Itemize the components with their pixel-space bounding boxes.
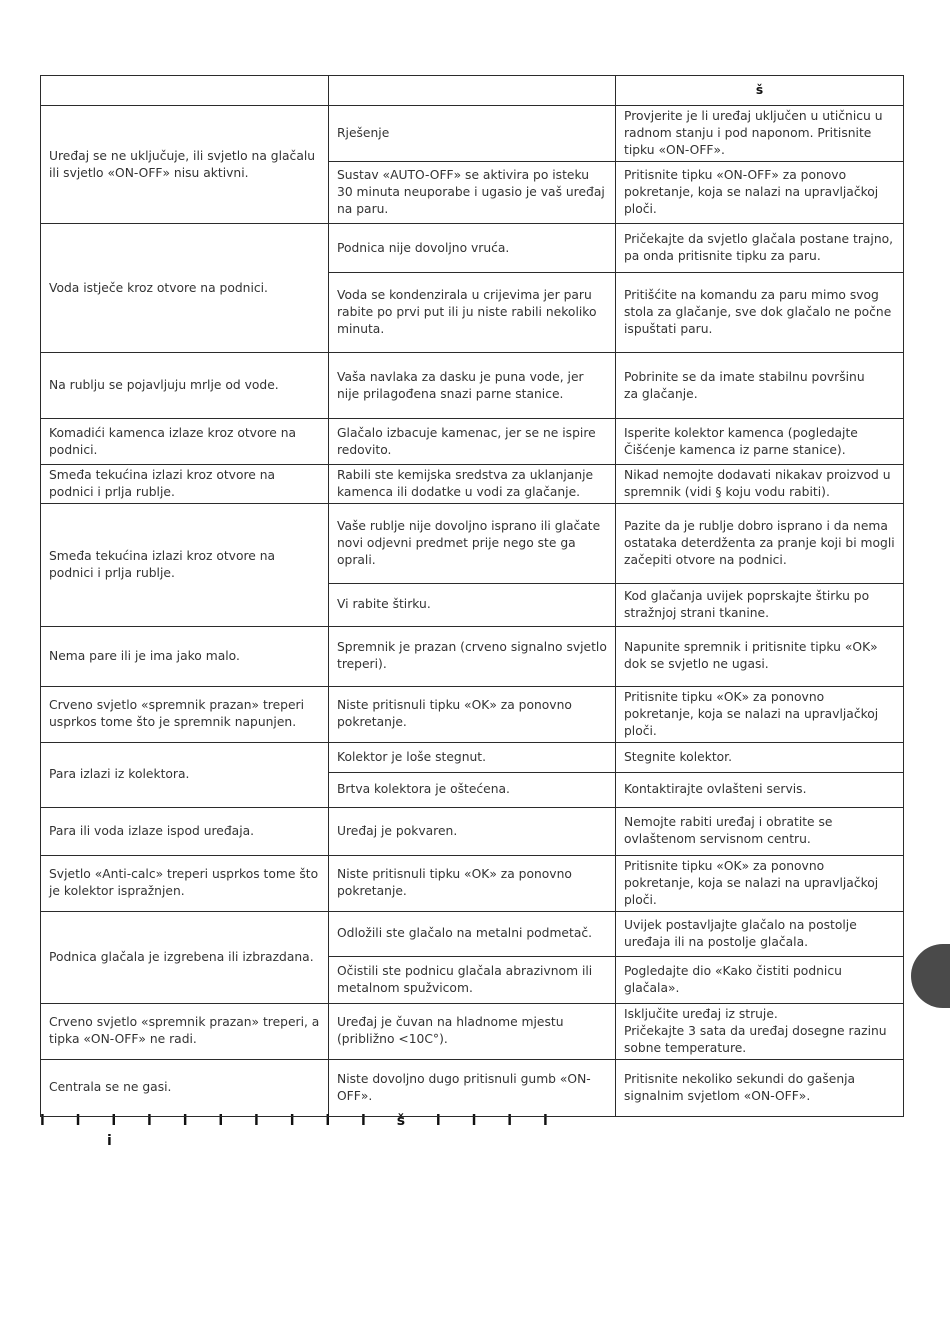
problem-cell: Smeđa tekućina izlazi kroz otvore na podnici i prlja rublje. bbox=[41, 465, 329, 504]
header-solution: š bbox=[616, 76, 904, 106]
header-problem bbox=[41, 76, 329, 106]
cause-cell: Odložili ste glačalo na metalni podmetač. bbox=[329, 911, 616, 956]
problem-cell: Para izlazi iz kolektora. bbox=[41, 742, 329, 807]
problem-cell: Uređaj se ne uključuje, ili svjetlo na glačalu ili svjetlo «ON-OFF» nisu aktivni. bbox=[41, 106, 329, 224]
cause-cell: Očistili ste podnicu glačala abrazivnom ili metalnom spužvicom. bbox=[329, 956, 616, 1003]
solution-cell: Isperite kolektor kamenca (pogledajte Čišćenje kamenca iz parne stanice). bbox=[616, 419, 904, 465]
solution-cell: Pobrinite se da imate stabilnu površinu za glačanje. bbox=[616, 353, 904, 419]
problem-cell: Nema pare ili je ima jako malo. bbox=[41, 626, 329, 686]
problem-cell: Voda istječe kroz otvore na podnici. bbox=[41, 224, 329, 353]
solution-cell: Nemojte rabiti uređaj i obratite se ovlaštenom servisnom centru. bbox=[616, 807, 904, 855]
problem-cell: Podnica glačala je izgrebena ili izbrazdana. bbox=[41, 911, 329, 1003]
solution-cell: Kod glačanja uvijek poprskajte štirku po stražnjoj strani tkanine. bbox=[616, 583, 904, 626]
table-row bbox=[41, 626, 904, 686]
solution-cell: Pritisnite tipku «OK» za ponovno pokretanje, koja se nalazi na upravljačkoj ploči. bbox=[616, 855, 904, 911]
cause-cell: Vi rabite štirku. bbox=[329, 583, 616, 626]
table-row bbox=[41, 224, 904, 273]
table-row bbox=[41, 465, 904, 504]
cause-cell: Voda se kondenzirala u crijevima jer paru rabite po prvi put ili ju niste rabili nekoliko minuta. bbox=[329, 273, 616, 353]
solution-cell: Pritisnite tipku «ON-OFF» za ponovo pokretanje, koja se nalazi na upravljačkoj ploči. bbox=[616, 162, 904, 224]
solution-cell: Pritišćite na komandu za paru mimo svog stola za glačanje, sve dok glačalo ne počne ispuštati paru. bbox=[616, 273, 904, 353]
cause-cell: Niste dovoljno dugo pritisnuli gumb «ON-OFF». bbox=[329, 1059, 616, 1116]
solution-cell: Isključite uređaj iz struje. Pričekajte 3 sata da uređaj dosegne razinu sobne temperature. bbox=[616, 1003, 904, 1059]
table-row bbox=[41, 742, 904, 772]
table-row bbox=[41, 807, 904, 855]
cause-cell: Uređaj je čuvan na hladnome mjestu (približno <10C°). bbox=[329, 1003, 616, 1059]
cause-cell: Niste pritisnuli tipku «OK» za ponovno pokretanje. bbox=[329, 855, 616, 911]
cause-cell: Kolektor je loše stegnut. bbox=[329, 742, 616, 772]
cause-cell: Glačalo izbacuje kamenac, jer se ne ispire redovito. bbox=[329, 419, 616, 465]
problem-cell: Na rublju se pojavljuju mrlje od vode. bbox=[41, 353, 329, 419]
table-row bbox=[41, 419, 904, 465]
solution-cell: Stegnite kolektor. bbox=[616, 742, 904, 772]
cause-cell: Brtva kolektora je oštećena. bbox=[329, 772, 616, 807]
cause-cell: Uređaj je pokvaren. bbox=[329, 807, 616, 855]
solution-cell: Pričekajte da svjetlo glačala postane trajno, pa onda pritisnite tipku za paru. bbox=[616, 224, 904, 273]
cause-cell: Rješenje bbox=[329, 106, 616, 162]
solution-cell: Nikad nemojte dodavati nikakav proizvod u spremnik (vidi § koju vodu rabiti). bbox=[616, 465, 904, 504]
cause-cell: Rabili ste kemijska sredstva za uklanjanje kamenca ili dodatke u vodi za glačanje. bbox=[329, 465, 616, 504]
table-row bbox=[41, 106, 904, 162]
language-tab-marker bbox=[911, 944, 950, 1008]
solution-cell: Pogledajte dio «Kako čistiti podnicu glačala». bbox=[616, 956, 904, 1003]
cause-cell: Vaša navlaka za dasku je puna vode, jer nije prilagođena snazi parne stanice. bbox=[329, 353, 616, 419]
solution-cell: Uvijek postavljajte glačalo na postolje uređaja ili na postolje glačala. bbox=[616, 911, 904, 956]
solution-cell: Pritisnite tipku «OK» za ponovno pokretanje, koja se nalazi na upravljačkoj ploči. bbox=[616, 686, 904, 742]
table-row bbox=[41, 1003, 904, 1059]
table-row bbox=[41, 503, 904, 583]
table-row bbox=[41, 1059, 904, 1116]
problem-cell: Centrala se ne gasi. bbox=[41, 1059, 329, 1116]
footer-line-2: i bbox=[107, 1133, 112, 1150]
table-row bbox=[41, 911, 904, 956]
solution-cell: Napunite spremnik i pritisnite tipku «OK» dok se svjetlo ne ugasi. bbox=[616, 626, 904, 686]
solution-cell: Pritisnite nekoliko sekundi do gašenja signalnim svjetlom «ON-OFF». bbox=[616, 1059, 904, 1116]
footer-line-1: i i i i i i i i i i š i i i i bbox=[40, 1113, 548, 1129]
footer-text bbox=[40, 1111, 900, 1152]
troubleshooting-table bbox=[40, 75, 904, 1117]
problem-cell: Crveno svjetlo «spremnik prazan» treperi, a tipka «ON-OFF» ne radi. bbox=[41, 1003, 329, 1059]
table-row bbox=[41, 855, 904, 911]
problem-cell: Smeđa tekućina izlazi kroz otvore na podnici i prlja rublje. bbox=[41, 503, 329, 626]
table-body bbox=[41, 106, 904, 1117]
solution-cell: Kontaktirajte ovlašteni servis. bbox=[616, 772, 904, 807]
solution-cell: Pazite da je rublje dobro isprano i da nema ostataka deterdženta za pranje koji bi mogli začepiti otvore na podnici. bbox=[616, 503, 904, 583]
header-cause bbox=[329, 76, 616, 106]
table-row bbox=[41, 353, 904, 419]
cause-cell: Vaše rublje nije dovoljno isprano ili glačate novi odjevni predmet prije nego ste ga oprali. bbox=[329, 503, 616, 583]
problem-cell: Svjetlo «Anti-calc» treperi usprkos tome što je kolektor ispražnjen. bbox=[41, 855, 329, 911]
cause-cell: Sustav «AUTO-OFF» se aktivira po isteku 30 minuta neuporabe i ugasio je vaš uređaj na paru. bbox=[329, 162, 616, 224]
table-row bbox=[41, 686, 904, 742]
problem-cell: Para ili voda izlaze ispod uređaja. bbox=[41, 807, 329, 855]
table-header-row bbox=[41, 76, 904, 106]
cause-cell: Spremnik je prazan (crveno signalno svjetlo treperi). bbox=[329, 626, 616, 686]
problem-cell: Komadići kamenca izlaze kroz otvore na podnici. bbox=[41, 419, 329, 465]
cause-cell: Podnica nije dovoljno vruća. bbox=[329, 224, 616, 273]
cause-cell: Niste pritisnuli tipku «OK» za ponovno pokretanje. bbox=[329, 686, 616, 742]
problem-cell: Crveno svjetlo «spremnik prazan» treperi usprkos tome što je spremnik napunjen. bbox=[41, 686, 329, 742]
solution-cell: Provjerite je li uređaj uključen u utičnicu u radnom stanju i pod naponom. Pritisnite tipku «ON-OFF». bbox=[616, 106, 904, 162]
